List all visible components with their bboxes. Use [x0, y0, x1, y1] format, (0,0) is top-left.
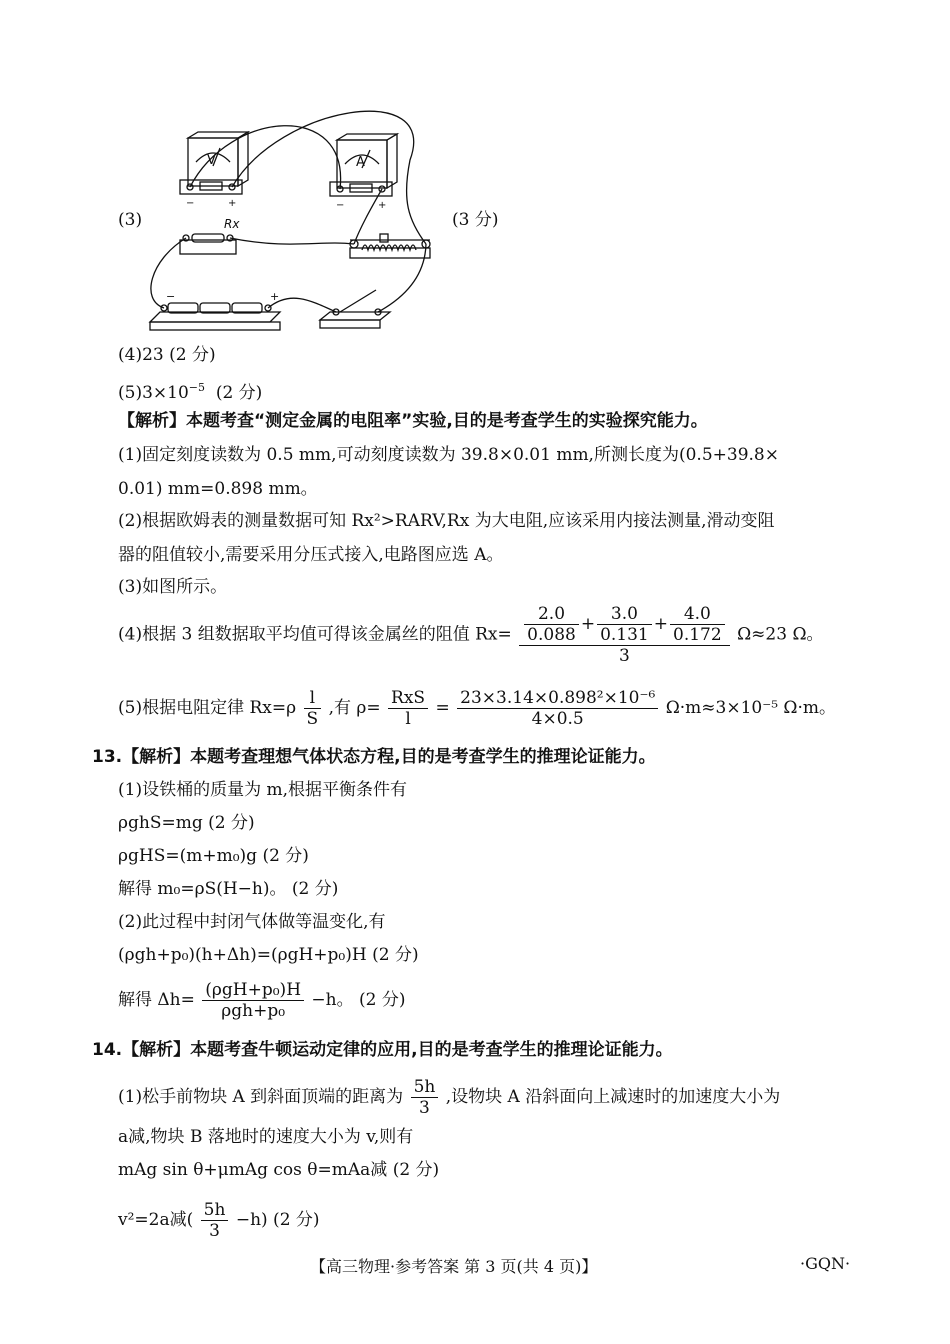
q14-l1-suffix: ,设物块 A 沿斜面向上减速时的加速度大小为 [445, 1087, 781, 1107]
a5-num: 23×3.14×0.898²×10⁻⁶ [457, 688, 658, 709]
ammeter-plus: + [378, 200, 387, 211]
a5-eq: = [435, 698, 450, 718]
q13-line2: ρghS=mg (2 分) [118, 813, 255, 833]
q12-analysis-title: 【解析】本题考查“测定金属的电阻率”实验,目的是考查学生的实验探究能力。 [118, 411, 708, 431]
q13-l7-den: ρgh+p₀ [221, 1001, 286, 1021]
q12-part5-exp: −5 [188, 381, 205, 394]
q12-part5-score: (2 分) [215, 383, 263, 403]
q13-l7-prefix: 解得 Δh= [118, 990, 195, 1010]
battery-minus: − [166, 290, 176, 303]
a4-num1: 2.0 [524, 604, 579, 625]
rheostat [350, 234, 430, 258]
q14-line3: mAg sin θ+μmAg cos θ=mAa减 (2 分) [118, 1160, 440, 1180]
a5-den: 4×0.5 [531, 709, 584, 729]
q13-line4: 解得 m₀=ρS(H−h)。 (2 分) [118, 879, 339, 899]
q12-analysis-2-line2: 器的阻值较小,需要采用分压式接入,电路图应选 A。 [118, 545, 504, 565]
battery-plus: + [270, 290, 280, 303]
q14-line2: a减,物块 B 落地时的速度大小为 v,则有 [118, 1127, 414, 1147]
q12-analysis-3: (3)如图所示。 [118, 577, 228, 597]
a5-S: S [306, 709, 319, 729]
a4-den3: 0.172 [673, 625, 722, 645]
q12-part3-label: (3) [118, 210, 143, 230]
q13-line6: (ρgh+p₀)(h+Δh)=(ρgH+p₀)H (2 分) [118, 945, 419, 965]
q12-part5 [118, 375, 262, 406]
q12-part4: (4)23 (2 分) [118, 345, 216, 365]
q14-l4-suffix: −h) (2 分) [235, 1210, 320, 1230]
q12-analysis-4-prefix: (4)根据 3 组数据取平均值可得该金属丝的阻值 Rx= [118, 624, 512, 645]
q12-analysis-2-line1: (2)根据欧姆表的测量数据可知 Rx²>RARV,Rx 为大电阻,应该采用内接法测量,滑动变阻 [118, 511, 775, 531]
q14-l4-num: 5h [201, 1200, 229, 1221]
q12-part3-score: (3 分) [452, 210, 499, 230]
q14-line4 [118, 1200, 320, 1241]
footer-code: ·GQN· [800, 1254, 851, 1273]
q12-analysis-5 [118, 688, 836, 729]
q14-l1-prefix: (1)松手前物块 A 到斜面顶端的距离为 [118, 1087, 404, 1107]
q13-line3: ρgHS=(m+m₀)g (2 分) [118, 846, 309, 866]
resistor-rx [180, 234, 236, 254]
q13-line1: (1)设铁桶的质量为 m,根据平衡条件有 [118, 780, 408, 800]
q14-l1-den: 3 [419, 1098, 430, 1118]
a5-prefix: (5)根据电阻定律 Rx=ρ [118, 698, 297, 718]
q14-line1 [118, 1077, 780, 1118]
a4-den1: 0.088 [527, 625, 576, 645]
q14-l4-den: 3 [209, 1221, 220, 1241]
voltmeter-plus: + [228, 198, 237, 209]
wires [151, 111, 426, 312]
q13-line7 [118, 980, 406, 1021]
ammeter-label: A [356, 155, 365, 170]
circuit-diagram [140, 100, 440, 335]
voltmeter-label: V [207, 153, 216, 168]
q12-analysis-4-big-fraction: $\frac{2.0}{0.088}$ + $\frac{3.0}{0.131}$ + $\frac{4.0}{0.172}$ 3 [519, 604, 730, 666]
battery-pack [150, 303, 280, 330]
q13-l7-suffix: −h。 (2 分) [311, 990, 406, 1010]
q13-l7-num: (ρgH+p₀)H [202, 980, 304, 1001]
q13-line5: (2)此过程中封闭气体做等温变化,有 [118, 912, 386, 932]
q12-analysis-1-line2: 0.01) mm=0.898 mm。 [118, 479, 318, 499]
a4-num3: 4.0 [670, 604, 725, 625]
voltmeter-minus: − [186, 198, 195, 209]
a4-num2: 3.0 [597, 604, 652, 625]
page-footer: 【高三物理·参考答案 第 3 页(共 4 页)】 [310, 1257, 598, 1276]
a5-l2: l [405, 709, 411, 729]
a5-RxS: RxS [388, 688, 428, 709]
a5-mid: ,有 ρ= [328, 698, 381, 718]
a4-den2: 0.131 [600, 625, 649, 645]
q14-l1-num: 5h [411, 1077, 439, 1098]
q12-analysis-4 [118, 604, 824, 666]
q14-l4-prefix: v²=2a减( [118, 1210, 194, 1230]
q12-part5-base: (5)3×10 [118, 383, 189, 403]
q14-title: 14.【解析】本题考查牛顿运动定律的应用,目的是考查学生的推理论证能力。 [92, 1040, 673, 1060]
a4-denominator: 3 [619, 646, 630, 666]
q13-title: 13.【解析】本题考查理想气体状态方程,目的是考查学生的推理论证能力。 [92, 747, 656, 767]
rx-label: Rx [224, 217, 240, 231]
ammeter-minus: − [336, 200, 345, 211]
q12-analysis-4-suffix: Ω≈23 Ω。 [737, 624, 824, 645]
q12-analysis-1-line1: (1)固定刻度读数为 0.5 mm,可动刻度读数为 39.8×0.01 mm,所测长度为(0.5+39.8× [118, 445, 779, 465]
a5-l: l [304, 688, 322, 709]
a5-suffix: Ω·m≈3×10⁻⁵ Ω·m。 [665, 698, 837, 718]
